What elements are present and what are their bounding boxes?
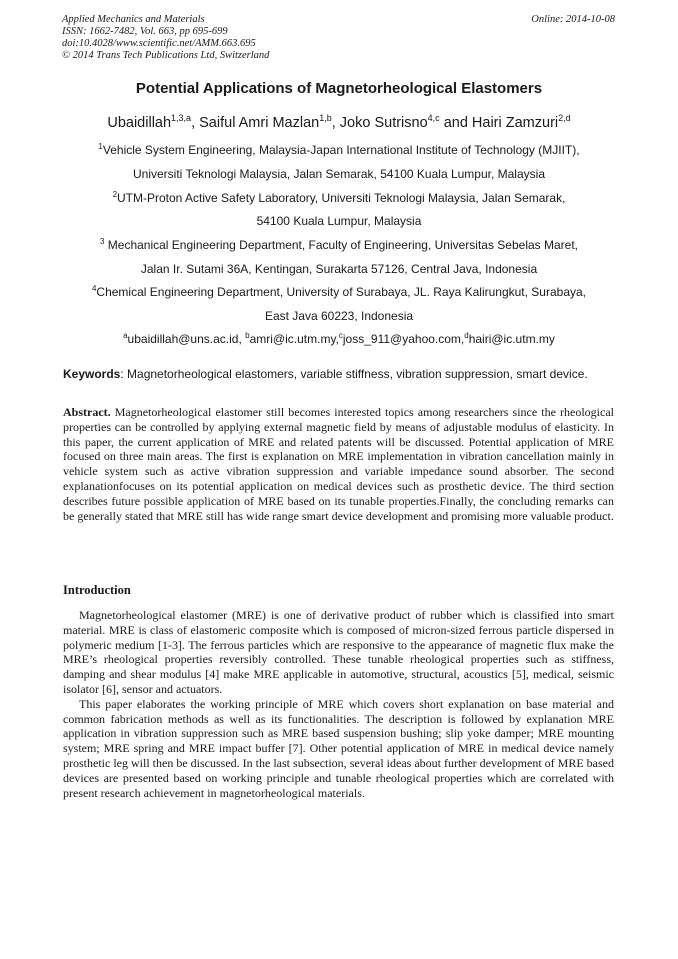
- keywords-text: : Magnetorheological elastomers, variable stiffness, vibration suppression, smart device.: [120, 367, 588, 381]
- journal-copyright: © 2014 Trans Tech Publications Ltd, Switzerland: [62, 50, 270, 61]
- paragraph: This paper elaborates the working principle of MRE which covers short explanation on base material and common fabrication methods as well as its functionalities. The description is followed by explanation MRE application in vibration suppression such as MRE based suspension bushing; slip yoke damper; MRE mounting system; MRE spring and MRE impact buffer [7]. Other potential application of MRE in medical device namely prosthetic leg will then be discussed. In the last subsection, several ideas about further development of MRE based devices are presented based on working principle and tunable rheological properties which are correlated with present research achievement in magnetorheological materials.: [63, 696, 614, 800]
- author-affil-sup: 1,b: [319, 113, 332, 124]
- affiliation-3-line-2: Jalan Ir. Sutami 36A, Kentingan, Surakarta 57126, Central Java, Indonesia: [140, 262, 538, 276]
- email-sup: c: [338, 331, 343, 340]
- paper-title: Potential Applications of Magnetorheological Elastomers: [135, 80, 543, 97]
- affiliation-3-line-1: $^3$ Mechanical Engineering Department, Faculty of Engineering, Universitas Sebelas Maret,: [99, 237, 579, 252]
- author-list: [0, 114, 678, 132]
- affiliation-sup: 2: [112, 190, 118, 199]
- email-sup: b: [245, 331, 250, 340]
- affiliation-4-line-2: East Java 60223, Indonesia: [264, 309, 414, 323]
- affiliation-2-line-2: 54100 Kuala Lumpur, Malaysia: [256, 214, 422, 228]
- affiliation-1-line-1: $^1$Vehicle System Engineering, Malaysia-Japan International Institute of Technology (MJIIT),: [98, 142, 580, 157]
- affiliation-2-line-1: $^2$UTM-Proton Active Safety Laboratory, Universiti Teknologi Malaysia, Jalan Semarak,: [112, 190, 566, 205]
- section-heading-introduction: Introduction: [63, 583, 131, 597]
- affiliation-sup: 1: [98, 142, 103, 151]
- paragraph: Magnetorheological elastomer (MRE) is one of derivative product of rubber which is classified into smart material. MRE is class of elastomeric composite which is composed of micron-sized ferrous particle dispersed in polymeric medium [1-3]. The ferrous particles which are responsive to the appearance of magnetic flux make the MRE’s rheological properties reversibly controlled. These tunable rheological properties such as stiffness, damping and shear modulus [4] make MRE applicable in automotive, structural, acoustics [5], medical, seismic isolator [6], sensor and actuators.: [63, 608, 614, 696]
- author-affil-sup: 2,d: [558, 113, 571, 124]
- journal-issn: ISSN: 1662-7482, Vol. 663, pp 695-699: [62, 26, 228, 37]
- author-separator: ,: [331, 115, 340, 131]
- author-name: Ubaidillah: [107, 115, 172, 131]
- email-sup: a: [123, 331, 128, 340]
- introduction-body: [63, 608, 614, 800]
- email-link[interactable]: hairi@ic.utm.my: [468, 332, 555, 346]
- abstract-text: Magnetorheological elastomer still becomes interested topics among researchers since the rheological properties can be controlled by applying external magnetic field by means of adjustable modulus of elasticity. In this paper, the current application of MRE and related patents will be discussed. Potential application of MRE focused on three main areas. The first is explanation on MRE implementation in vibration cancellation mainly in vehicle system such as active vibration suppression and variable impedance sound absorber. The second explanationfocuses on its potential application on medical devices such as prosthetic device. The third section describes future possible application of MRE based on its tunable properties.Finally, the concluding remarks can be generally stated that MRE still has wide range smart device development and promising more valuable product.: [63, 405, 614, 523]
- author-separator: ,: [191, 115, 200, 131]
- keywords: [63, 367, 623, 381]
- author-name: Hairi Zamzuri: [471, 115, 559, 131]
- email-list: [0, 332, 678, 346]
- author-affil-sup: 1,3,a: [171, 113, 192, 124]
- keywords-label: Keywords: [63, 367, 121, 381]
- abstract-label: Abstract.: [63, 405, 111, 419]
- journal-header: [62, 14, 269, 62]
- author-name: Joko Sutrisno: [339, 115, 428, 131]
- affiliation-sup: 4: [91, 284, 97, 293]
- email-link[interactable]: joss_911@yahoo.com,: [342, 332, 465, 346]
- journal-name: Applied Mechanics and Materials: [62, 14, 205, 25]
- email-link[interactable]: ubaidillah@uns.ac.id,: [127, 332, 246, 346]
- abstract: [63, 405, 614, 523]
- affiliation-1-line-2: Universiti Teknologi Malaysia, Jalan Semarak, 54100 Kuala Lumpur, Malaysia: [133, 167, 545, 181]
- email-link[interactable]: amri@ic.utm.my,: [249, 332, 339, 346]
- affiliation-sup: 3: [99, 237, 105, 246]
- online-date: Online: 2014-10-08: [531, 14, 615, 25]
- journal-doi[interactable]: doi:10.4028/www.scientific.net/AMM.663.695: [62, 38, 256, 49]
- affiliation-4-line-1: $^4$Chemical Engineering Department, University of Surabaya, JL. Raya Kalirungkut, Surabaya,: [91, 284, 587, 299]
- author-separator: and: [439, 115, 472, 131]
- email-sup: d: [464, 331, 469, 340]
- author-affil-sup: 4,c: [427, 113, 440, 124]
- author-name: Saiful Amri Mazlan: [199, 115, 320, 131]
